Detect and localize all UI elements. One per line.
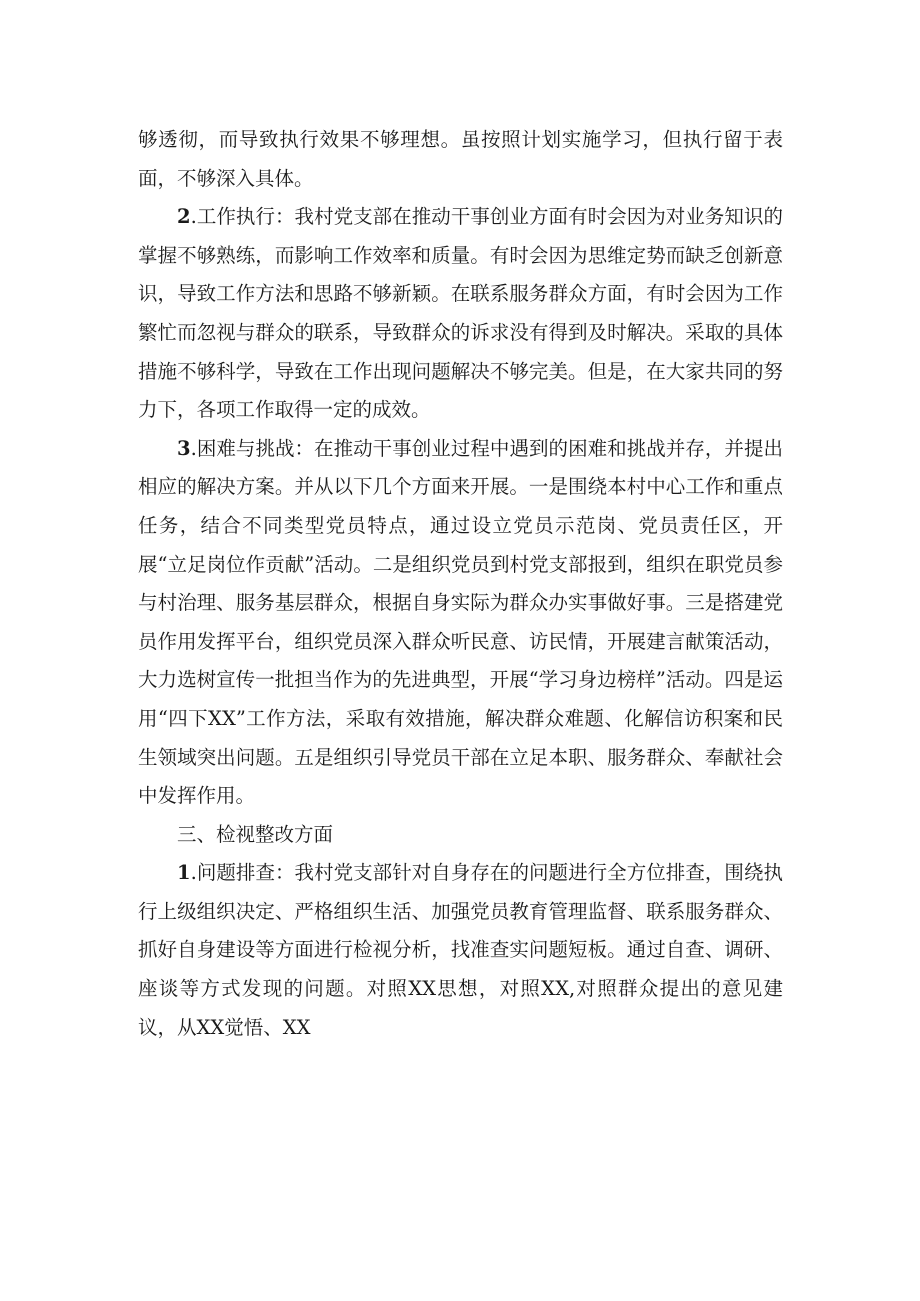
paragraph-work-execution xyxy=(138,198,783,430)
paragraph-problem-check xyxy=(138,854,783,1047)
document-body xyxy=(138,121,783,1047)
paragraph-continuation xyxy=(138,121,783,198)
paragraph-number: 1 xyxy=(177,861,191,885)
paragraph-difficulties-challenges xyxy=(138,430,783,816)
paragraph-text: .困难与挑战：在推动干事创业过程中遇到的困难和挑战并存，并提出相应的解决方案。并从以下几个方面来开展。一是围绕本村中心工作和重点任务，结合不同类型党员特点，通过设立党员示范岗、党员责任区，开展“立足岗位作贡献”活动。二是组织党员到村党支部报到，组织在职党员参与村治理、服务基层群众，根据自身实际为群众办实事做好事。三是搭建党员作用发挥平台，组织党员深入群众听民意、访民情，开展建言献策活动，大力选树宣传一批担当作为的先进典型，开展“学习身边榜样”活动。四是运用“四下XX”工作方法，采取有效措施，解决群众难题、化解信访积案和民生领域突出问题。五是组织引导党员干部在立足本职、服务群众、奉献社会中发挥作用。 xyxy=(138,436,783,808)
paragraph-text: 够透彻，而导致执行效果不够理想。虽按照计划实施学习，但执行留于表面，不够深入具体。 xyxy=(138,128,783,190)
paragraph-number: 2 xyxy=(177,205,191,229)
paragraph-number: 3 xyxy=(177,436,191,460)
paragraph-text: .问题排查：我村党支部针对自身存在的问题进行全方位排查，围绕执行上级组织决定、严格组织生活、加强党员教育管理监督、联系服务群众、抓好自身建设等方面进行检视分析，找准查实问题短板。通过自查、调研、座谈等方式发现的问题。对照XX思想，对照XX,对照群众提出的意见建议，从XX觉悟、XX xyxy=(138,861,783,1039)
section-heading xyxy=(138,816,783,855)
paragraph-text: .工作执行：我村党支部在推动干事创业方面有时会因为对业务知识的掌握不够熟练，而影响工作效率和质量。有时会因为思维定势而缺乏创新意识，导致工作方法和思路不够新颖。在联系服务群众方面，有时会因为工作繁忙而忽视与群众的联系，导致群众的诉求没有得到及时解决。采取的具体措施不够科学，导致在工作出现问题解决不够完美。但是，在大家共同的努力下，各项工作取得一定的成效。 xyxy=(138,205,783,422)
heading-text: 三、检视整改方面 xyxy=(177,822,334,846)
